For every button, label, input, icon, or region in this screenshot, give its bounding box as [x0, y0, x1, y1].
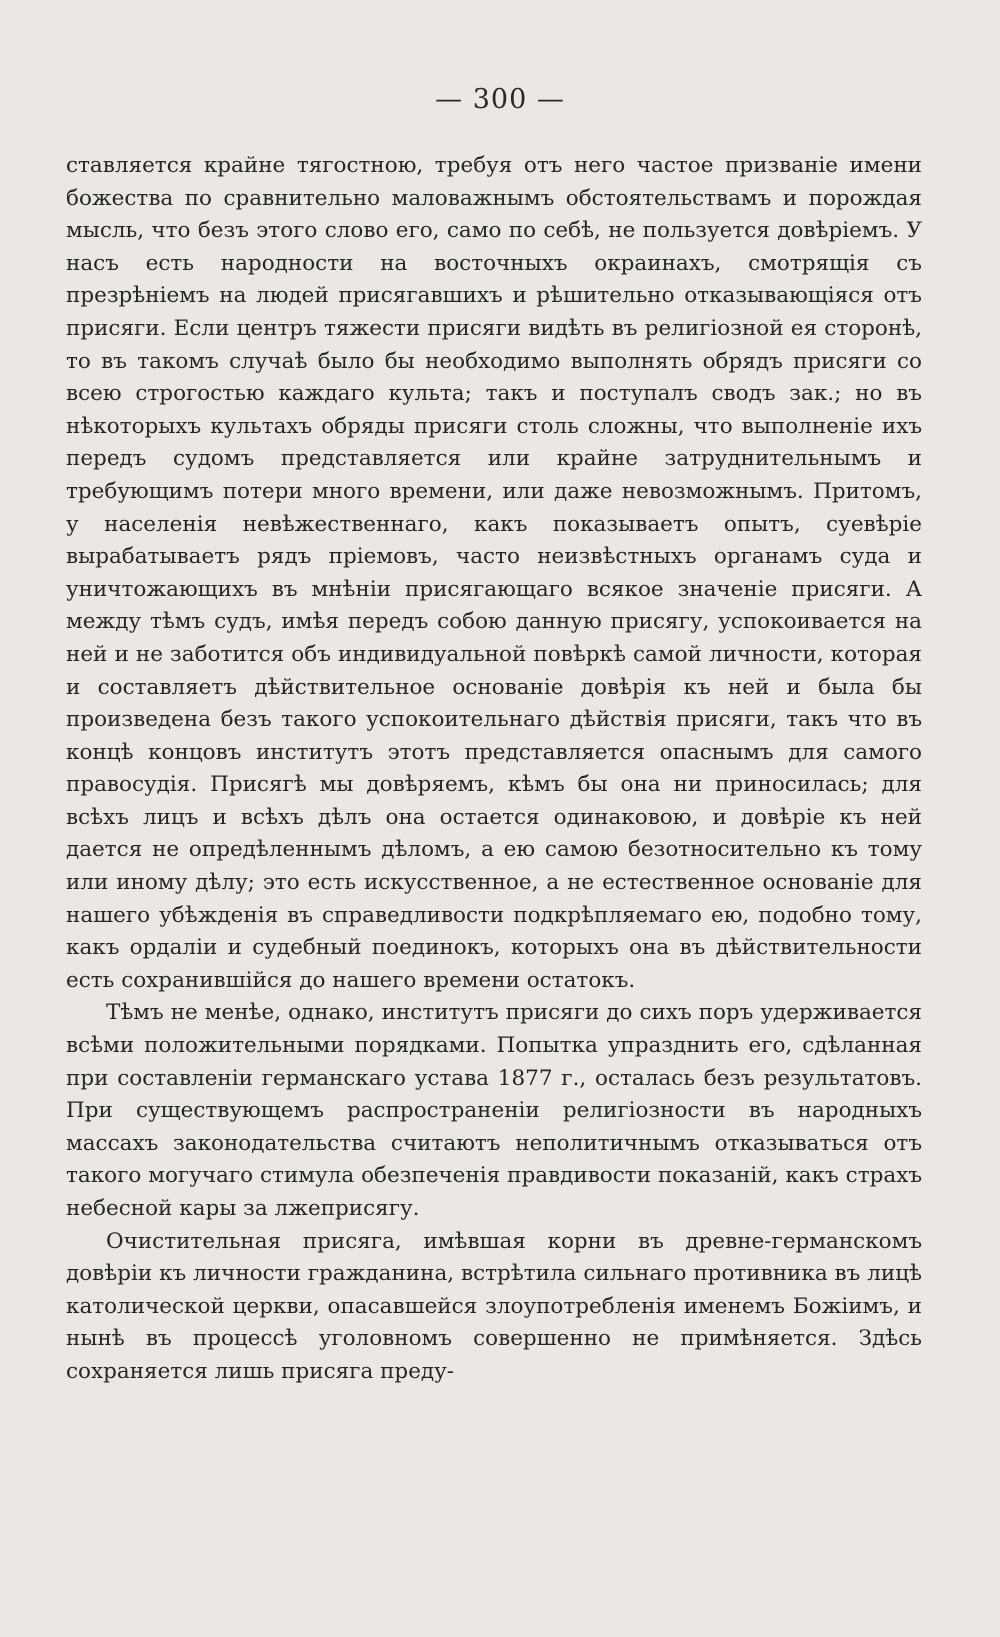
paragraph: Тѣмъ не менѣе, однако, институтъ присяги до сихъ поръ удерживается всѣми положительными порядками. Попытка упразднить его, сдѣланная при составленіи германскаго устава 1877 г., осталась безъ результатовъ. При существующемъ распространеніи религіозности въ народныхъ массахъ законодательства считаютъ неполитичнымъ отказываться отъ такого могучаго стимула обезпеченія правдивости показаній, какъ страхъ небесной кары за лжеприсягу. [66, 1000, 922, 1221]
paragraph: ставляется крайне тягостною, требуя отъ него частое призваніе имени божества по сравнительно маловажнымъ обстоятельствамъ и порождая мысль, что безъ этого слово его, само по себѣ, не пользуется довѣріемъ. У насъ есть народности на восточныхъ окраинахъ, смотрящія съ презрѣніемъ на людей присягавшихъ и рѣшительно отказывающіяся отъ присяги. Если центръ тяжести присяги видѣть въ религіозной ея сторонѣ, то въ такомъ случаѣ было бы необходимо выполнять обрядъ присяги со всею строгостью каждаго культа; такъ и поступалъ сводъ зак.; но въ нѣкоторыхъ культахъ обряды присяги столь сложны, что выполненіе ихъ передъ судомъ представляется или крайне затруднительнымъ и требующимъ потери много времени, или даже невозможнымъ. Притомъ, у населенія невѣжественнаго, какъ показываетъ опытъ, суевѣріе вырабатываетъ рядъ пріемовъ, часто неизвѣстныхъ органамъ суда и уничтожающихъ въ мнѣніи присягающаго всякое значеніе присяги. А между тѣмъ судъ, имѣя передъ собою данную присягу, успокоивается на ней и не заботится объ индивидуальной повѣркѣ самой личности, которая и составляетъ дѣйствительное основаніе довѣрія къ ней и была бы произведена безъ такого успокоительнаго дѣйствія присяги, такъ что въ концѣ концовъ институтъ этотъ представляется опаснымъ для самого правосудія. Присягѣ мы довѣряемъ, кѣмъ бы она ни приносилась; для всѣхъ лицъ и всѣхъ дѣлъ она остается одинаковою, и довѣріе къ ней дается не опредѣленнымъ дѣломъ, а ею самою безотносительно къ тому или иному дѣлу; это есть искусственное, а не естественное основаніе для нашего убѣжденія въ справедливости подкрѣпляемаго ею, подобно тому, какъ ордаліи и судебный поединокъ, которыхъ она въ дѣйствительности есть сохранившійся до нашего времени остатокъ. [66, 153, 922, 993]
page-number: — 300 — [435, 84, 565, 115]
paragraph: Очистительная присяга, имѣвшая корни въ древне-германскомъ довѣріи къ личности гражданина, встрѣтила сильнаго противника въ лицѣ католической церкви, опасавшейся злоупотребленія именемъ Божіимъ, и нынѣ въ процессѣ уголовномъ совершенно не примѣняется. Здѣсь сохраняется лишь присяга преду- [66, 1228, 922, 1384]
body-text [66, 150, 922, 1389]
